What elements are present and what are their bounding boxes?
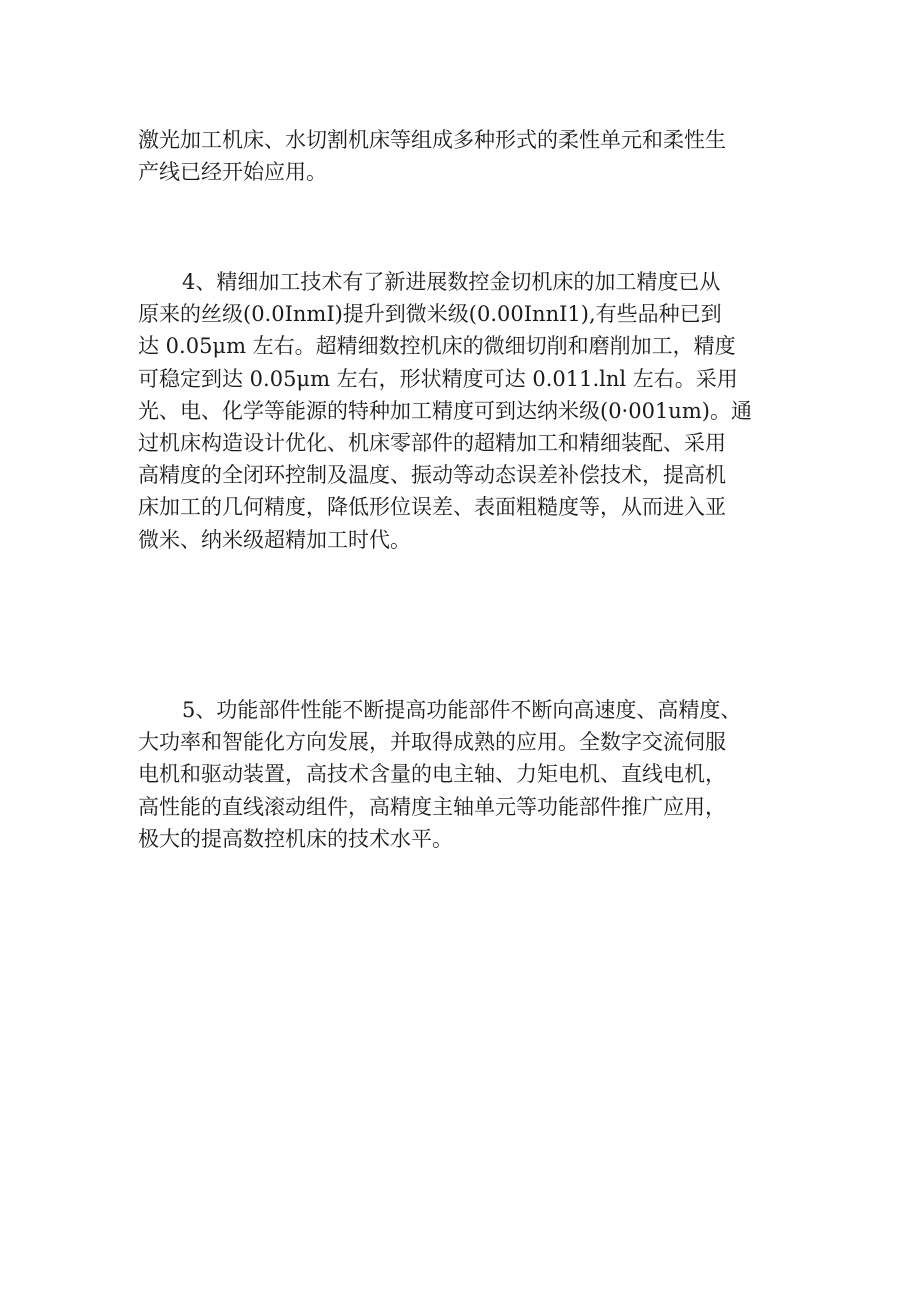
text-line: 电机和驱动装置，高技术含量的电主轴、力矩电机、直线电机， <box>138 762 726 787</box>
text-line: 床加工的几何精度，降低形位误差、表面粗糙度等，从而进入亚 <box>138 495 726 520</box>
text-line: 可稳定到达 0.05μm 左右，形状精度可达 0.011.lnl 左右。采用 <box>138 366 738 391</box>
text-line: 达 0.05μm 左右。超精细数控机床的微细切削和磨削加工，精度 <box>138 334 736 359</box>
text-line: 激光加工机床、水切割机床等组成多种形式的柔性单元和柔性生 <box>138 128 726 152</box>
paragraph-precision-machining <box>138 266 798 556</box>
text-line: 高性能的直线滚动组件，高精度主轴单元等功能部件推广应用， <box>138 794 726 819</box>
paragraph-flexible-units-continuation <box>138 124 798 188</box>
text-line: 高精度的全闭环控制及温度、振动等动态误差补偿技术，提高机 <box>138 463 726 488</box>
text-line: 5、功能部件性能不断提高功能部件不断向高速度、高精度、 <box>182 698 742 722</box>
text-line: 大功率和智能化方向发展，并取得成熟的应用。全数字交流伺服 <box>138 730 726 755</box>
text-line: 原来的丝级(0.0InmI)提升到微米级(0.00InnI1),有些品种已到 <box>138 302 722 327</box>
text-line: 极大的提高数控机床的技术水平。 <box>138 826 453 851</box>
text-line: 4、精细加工技术有了新进展数控金切机床的加工精度已从 <box>182 270 721 294</box>
paragraph-functional-components <box>138 694 798 855</box>
text-line: 光、电、化学等能源的特种加工精度可到达纳米级(0·001um)。通 <box>138 398 752 423</box>
text-line: 微米、纳米级超精加工时代。 <box>138 527 411 552</box>
text-line: 过机床构造设计优化、机床零部件的超精加工和精细装配、采用 <box>138 430 726 455</box>
text-line: 产线已经开始应用。 <box>138 160 327 185</box>
